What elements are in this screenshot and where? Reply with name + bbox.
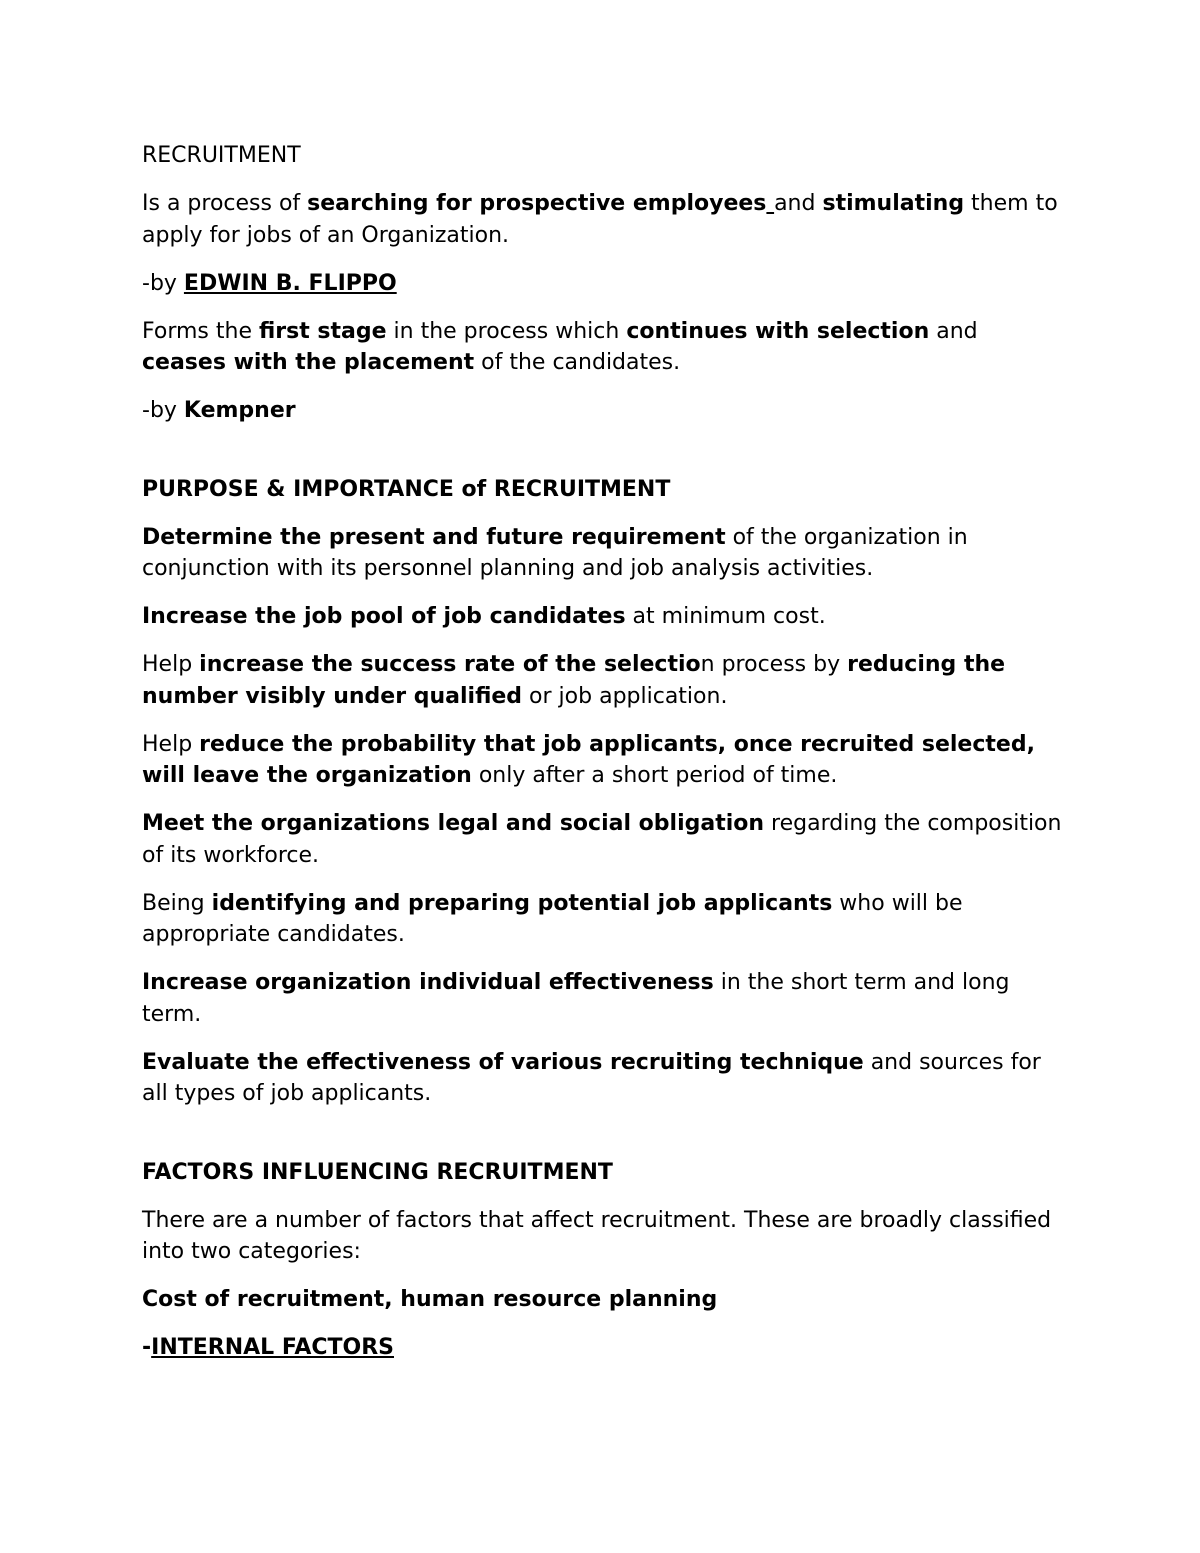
purpose-item: Help increase the success rate of the selection process by reducing the number visibly under qualified or job application. xyxy=(142,652,1006,709)
definition-flippo: Is a process of searching for prospective employees and stimulating them to apply for jobs of an Organization. xyxy=(142,191,1058,248)
document-title: RECRUITMENT xyxy=(142,143,301,168)
purpose-item: Determine the present and future requirement of the organization in conjunction with its personnel planning and job analysis activities. xyxy=(142,524,968,581)
purpose-item: Meet the organizations legal and social obligation regarding the composition of its workforce. xyxy=(142,811,1062,868)
factors-intro: There are a number of factors that affect recruitment. These are broadly classified into two categories: xyxy=(142,1207,1052,1264)
purpose-heading: PURPOSE & IMPORTANCE of RECRUITMENT xyxy=(142,476,671,502)
definition-kempner: Forms the first stage in the process which continues with selection and ceases with the placement of the candidates. xyxy=(142,318,978,375)
document-page xyxy=(142,140,1062,1380)
purpose-item: Evaluate the effectiveness of various recruiting technique and sources for all types of job applicants. xyxy=(142,1049,1041,1106)
attribution-kempner: -by Kempner xyxy=(142,398,296,423)
purpose-item: Help reduce the probability that job applicants, once recruited selected, will leave the organization only after a short period of time. xyxy=(142,731,1035,788)
factors-bold-line: Cost of recruitment, human resource planning xyxy=(142,1287,718,1312)
purpose-item: Increase organization individual effectiveness in the short term and long term. xyxy=(142,970,1010,1027)
factors-heading: FACTORS INFLUENCING RECRUITMENT xyxy=(142,1159,613,1185)
attribution-flippo: -by EDWIN B. FLIPPO xyxy=(142,270,397,296)
purpose-item: Increase the job pool of job candidates at minimum cost. xyxy=(142,604,826,629)
internal-factors-heading: -INTERNAL FACTORS xyxy=(142,1335,394,1360)
purpose-item: Being identifying and preparing potential job applicants who will be appropriate candidates. xyxy=(142,890,963,947)
